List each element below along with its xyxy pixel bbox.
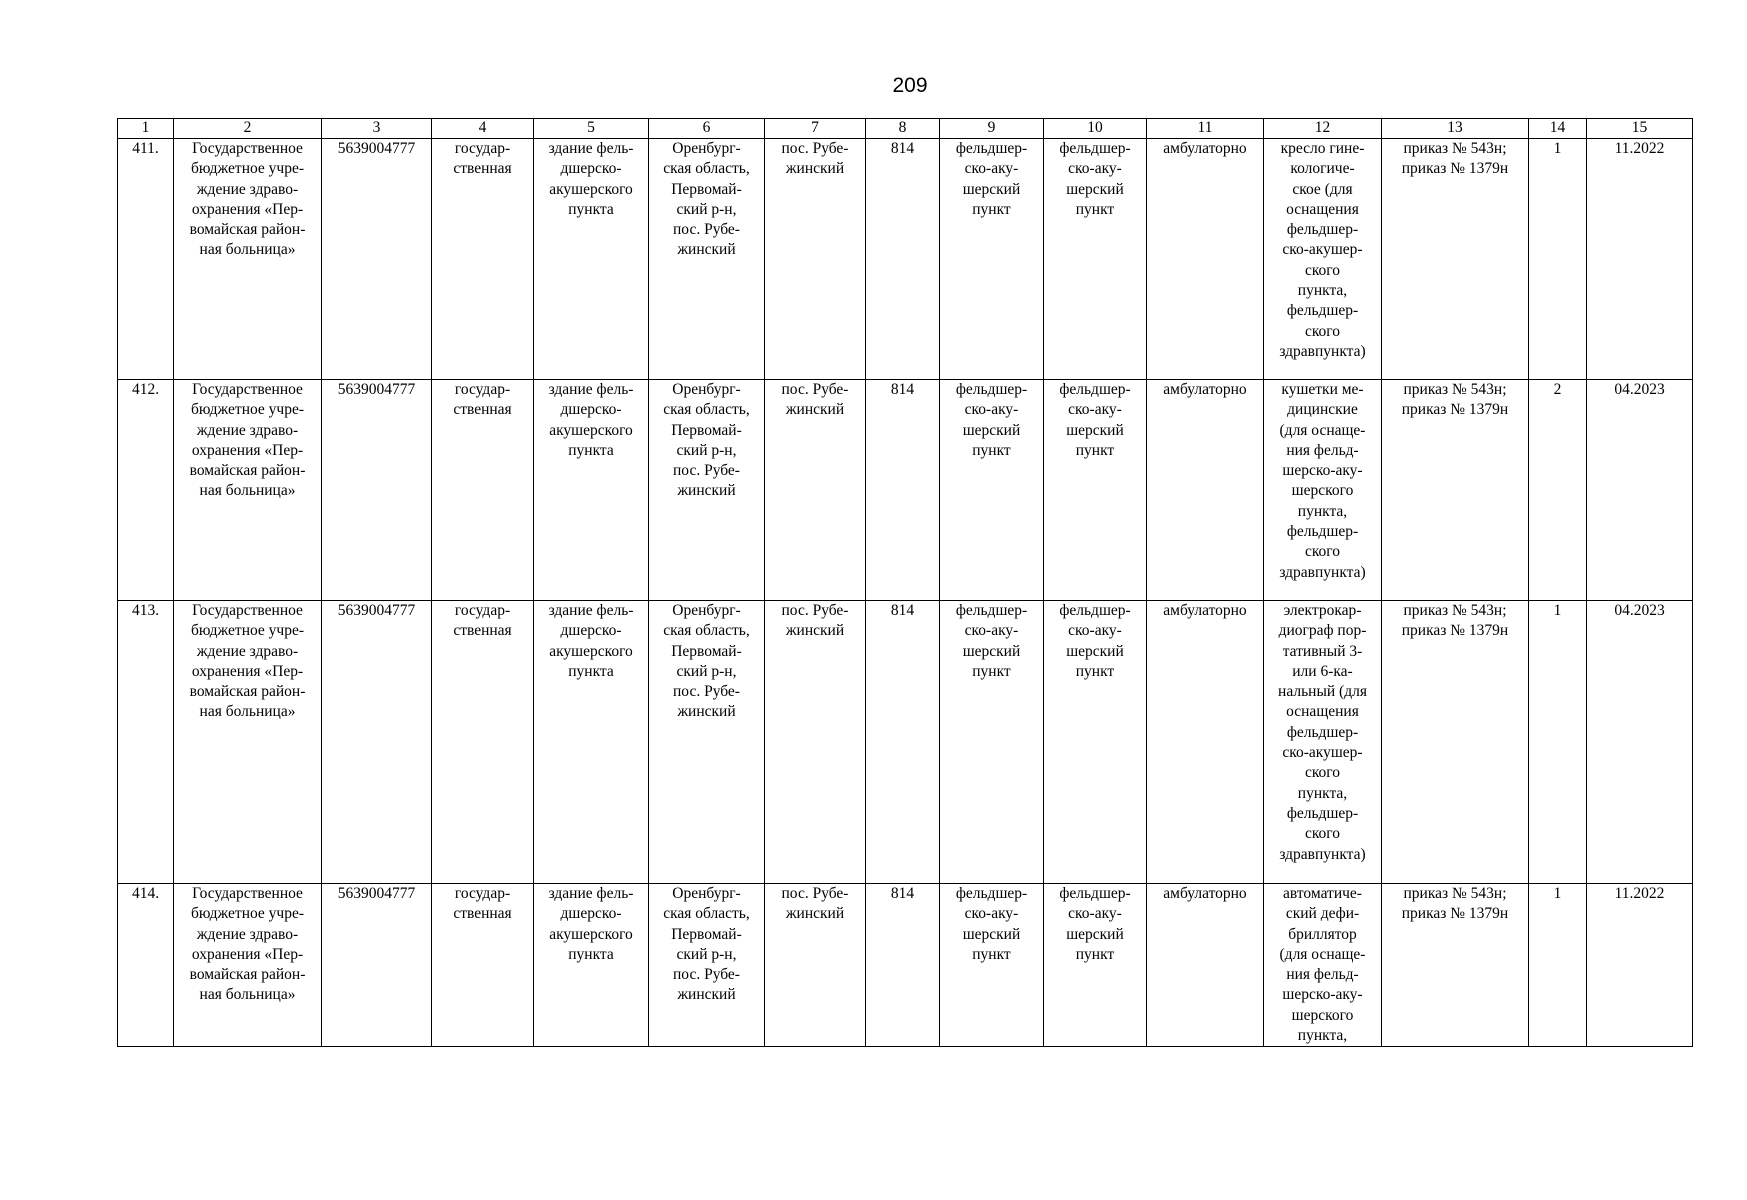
cell-line: приказ № 1379н: [1401, 160, 1509, 178]
cell-line: ственная: [453, 160, 512, 178]
cell-line: жинский: [785, 160, 845, 178]
ownership-cell: [432, 139, 534, 380]
cell-line: жинский: [785, 622, 845, 640]
cell-line: фельдшер-: [955, 885, 1028, 902]
cell-line: ский р-н,: [676, 662, 737, 680]
cell-line: жинский: [677, 986, 736, 1004]
cell-line: бюджетное учре-: [190, 905, 305, 923]
building-cell: [534, 601, 649, 884]
facility-type-cell: [940, 601, 1044, 884]
cell-line: пункт: [972, 441, 1011, 459]
cell-line: дшерско-: [560, 622, 622, 640]
cell-line: ская область,: [663, 160, 750, 178]
header-cell: 11: [1147, 119, 1264, 139]
ownership-cell: [432, 380, 534, 601]
quantity-cell: 2: [1529, 380, 1587, 601]
header-cell: 13: [1382, 119, 1529, 139]
cell-line: Первомай-: [671, 421, 742, 439]
building-cell: [534, 884, 649, 1047]
cell-line: пункт: [972, 945, 1011, 963]
date-cell: 11.2022: [1587, 884, 1693, 1047]
cell-line: пункта,: [1297, 502, 1348, 520]
cell-line: шерско-аку-: [1282, 986, 1363, 1004]
cell-line: приказ № 1379н: [1401, 401, 1509, 419]
facility-subtype-cell: [1044, 884, 1147, 1047]
organization-cell: [174, 139, 322, 380]
facility-subtype-cell: [1044, 139, 1147, 380]
cell-line: оснащения: [1286, 703, 1359, 721]
cell-line: ско-аку-: [964, 622, 1019, 640]
cell-line: жинский: [785, 905, 845, 923]
cell-line: Государственное: [192, 140, 303, 157]
cell-line: фельдшер-: [1059, 885, 1131, 902]
cell-line: пункта,: [1297, 784, 1348, 802]
orders-cell: [1382, 884, 1529, 1047]
row-number-cell: 411.: [118, 139, 174, 380]
cell-line: (для оснаще-: [1279, 421, 1366, 439]
cell-line: фельдшер-: [1286, 723, 1359, 741]
cell-line: пункта,: [1297, 1027, 1348, 1045]
cell-line: Государственное: [192, 381, 303, 398]
date-cell: 04.2023: [1587, 380, 1693, 601]
cell-line: пос. Рубе-: [673, 966, 740, 984]
locality-cell: [765, 884, 866, 1047]
cell-line: ная больница»: [199, 986, 296, 1004]
cell-line: ная больница»: [199, 241, 296, 259]
cell-line: пункта,: [1297, 282, 1348, 300]
cell-line: фельдшер-: [1286, 302, 1359, 320]
code-cell: 814: [866, 884, 940, 1047]
cell-line: приказ № 543н;: [1403, 602, 1507, 619]
cell-line: ско-аку-: [964, 160, 1019, 178]
cell-line: ского: [1304, 261, 1341, 279]
cell-line: вомайская район-: [189, 683, 306, 701]
header-cell: 10: [1044, 119, 1147, 139]
cell-line: фельдшер-: [955, 140, 1028, 157]
cell-line: акушерского: [549, 925, 633, 943]
cell-line: пункт: [1075, 441, 1115, 459]
cell-line: ная больница»: [199, 703, 296, 721]
locality-cell: [765, 601, 866, 884]
cell-line: здание фель-: [548, 602, 634, 619]
cell-line: кологиче-: [1290, 160, 1355, 178]
table-row: [118, 139, 1693, 380]
care-form-cell: амбулаторно: [1147, 601, 1264, 884]
cell-line: ско-аку-: [964, 401, 1019, 419]
cell-line: жинский: [785, 401, 845, 419]
date-cell: 11.2022: [1587, 139, 1693, 380]
header-cell: 8: [866, 119, 940, 139]
cell-line: дшерско-: [560, 401, 622, 419]
cell-line: пункт: [972, 662, 1011, 680]
cell-line: фельдшер-: [955, 381, 1028, 398]
cell-line: пункт: [972, 200, 1011, 218]
cell-line: ская область,: [663, 401, 750, 419]
registry-table: [117, 118, 1693, 1047]
cell-line: (для оснаще-: [1279, 945, 1366, 963]
row-number-cell: 414.: [118, 884, 174, 1047]
cell-line: ственная: [453, 401, 512, 419]
cell-line: ский р-н,: [676, 441, 737, 459]
row-number-cell: 412.: [118, 380, 174, 601]
cell-line: пункта: [568, 945, 614, 963]
cell-line: Первомай-: [671, 180, 742, 198]
organization-cell: [174, 884, 322, 1047]
cell-line: шерский: [1066, 925, 1124, 943]
facility-type-cell: [940, 139, 1044, 380]
care-form-cell: амбулаторно: [1147, 139, 1264, 380]
locality-cell: [765, 380, 866, 601]
cell-line: жинский: [677, 703, 736, 721]
page-number: 209: [892, 74, 928, 97]
cell-line: шерский: [962, 180, 1021, 198]
building-cell: [534, 380, 649, 601]
address-cell: [649, 884, 765, 1047]
header-cell: 4: [432, 119, 534, 139]
table-row: [118, 601, 1693, 884]
cell-line: охранения «Пер-: [191, 945, 304, 963]
care-form-cell: амбулаторно: [1147, 884, 1264, 1047]
cell-line: пункта: [568, 200, 614, 218]
cell-line: пункта: [568, 662, 614, 680]
cell-line: жинский: [677, 241, 736, 259]
cell-line: ского: [1304, 825, 1341, 843]
cell-line: Оренбург-: [672, 885, 741, 902]
cell-line: Оренбург-: [672, 140, 741, 157]
cell-line: пункта: [568, 441, 614, 459]
cell-line: фельдшер-: [1286, 523, 1359, 541]
ownership-cell: [432, 884, 534, 1047]
inn-cell: 5639004777: [322, 139, 432, 380]
equipment-cell: [1264, 139, 1382, 380]
cell-line: автоматиче-: [1283, 885, 1362, 902]
table-row: [118, 884, 1693, 1047]
cell-line: шерского: [1291, 1006, 1354, 1024]
equipment-cell: [1264, 380, 1382, 601]
cell-line: ский р-н,: [676, 200, 737, 218]
cell-line: пос. Рубе-: [781, 140, 849, 157]
cell-line: приказ № 543н;: [1403, 885, 1507, 902]
inn-cell: 5639004777: [322, 601, 432, 884]
cell-line: вомайская район-: [189, 221, 306, 239]
header-cell: 14: [1529, 119, 1587, 139]
cell-line: ского: [1304, 764, 1341, 782]
building-cell: [534, 139, 649, 380]
cell-line: здание фель-: [548, 381, 634, 398]
cell-line: государ-: [454, 140, 511, 157]
cell-line: вомайская район-: [189, 462, 306, 480]
cell-line: ского: [1304, 543, 1341, 561]
cell-line: ская область,: [663, 622, 750, 640]
cell-line: ственная: [453, 905, 512, 923]
ownership-cell: [432, 601, 534, 884]
header-cell: 3: [322, 119, 432, 139]
cell-line: электрокар-: [1283, 602, 1362, 619]
cell-line: ско-аку-: [964, 905, 1019, 923]
cell-line: Государственное: [192, 602, 303, 619]
address-cell: [649, 139, 765, 380]
date-cell: 04.2023: [1587, 601, 1693, 884]
cell-line: Первомай-: [671, 642, 742, 660]
cell-line: приказ № 1379н: [1401, 905, 1509, 923]
cell-line: вомайская район-: [189, 966, 306, 984]
header-cell: 6: [649, 119, 765, 139]
cell-line: приказ № 543н;: [1403, 381, 1507, 398]
cell-line: нальный (для: [1278, 683, 1367, 701]
cell-line: фельдшер-: [1286, 804, 1359, 822]
row-number-cell: 413.: [118, 601, 174, 884]
orders-cell: [1382, 601, 1529, 884]
cell-line: здание фель-: [548, 140, 634, 157]
cell-line: пос. Рубе-: [673, 221, 740, 239]
cell-line: ственная: [453, 622, 512, 640]
cell-line: тативный 3-: [1282, 642, 1363, 660]
header-cell: 7: [765, 119, 866, 139]
cell-line: пос. Рубе-: [673, 683, 740, 701]
cell-line: акушерского: [549, 421, 633, 439]
cell-line: ждение здраво-: [196, 925, 299, 943]
cell-line: ния фельд-: [1286, 966, 1359, 984]
header-cell: 5: [534, 119, 649, 139]
cell-line: пос. Рубе-: [673, 462, 740, 480]
cell-line: государ-: [454, 602, 511, 619]
organization-cell: [174, 380, 322, 601]
address-cell: [649, 601, 765, 884]
inn-cell: 5639004777: [322, 380, 432, 601]
header-cell: 1: [118, 119, 174, 139]
quantity-cell: 1: [1529, 884, 1587, 1047]
facility-subtype-cell: [1044, 601, 1147, 884]
cell-line: пункт: [1075, 662, 1115, 680]
facility-subtype-cell: [1044, 380, 1147, 601]
cell-line: пос. Рубе-: [781, 602, 849, 619]
equipment-cell: [1264, 601, 1382, 884]
cell-line: шерский: [1066, 642, 1124, 660]
cell-line: охранения «Пер-: [191, 200, 304, 218]
cell-line: кресло гине-: [1280, 140, 1365, 157]
cell-line: акушерского: [549, 642, 633, 660]
cell-line: пункт: [1075, 945, 1115, 963]
cell-line: приказ № 543н;: [1403, 140, 1507, 157]
cell-line: фельдшер-: [1059, 602, 1131, 619]
cell-line: государ-: [454, 885, 511, 902]
cell-line: шерский: [962, 642, 1021, 660]
cell-line: ская область,: [663, 905, 750, 923]
cell-line: шерский: [1066, 421, 1124, 439]
orders-cell: [1382, 380, 1529, 601]
cell-line: государ-: [454, 381, 511, 398]
locality-cell: [765, 139, 866, 380]
cell-line: акушерского: [549, 180, 633, 198]
orders-cell: [1382, 139, 1529, 380]
cell-line: ная больница»: [199, 482, 296, 500]
cell-line: приказ № 1379н: [1401, 622, 1509, 640]
cell-line: ский р-н,: [676, 945, 737, 963]
header-cell: 12: [1264, 119, 1382, 139]
care-form-cell: амбулаторно: [1147, 380, 1264, 601]
cell-line: пос. Рубе-: [781, 381, 849, 398]
cell-line: ско-аку-: [1068, 905, 1122, 923]
cell-line: ский дефи-: [1285, 905, 1360, 923]
facility-type-cell: [940, 380, 1044, 601]
cell-line: Государственное: [192, 885, 303, 902]
cell-line: Первомай-: [671, 925, 742, 943]
cell-line: пункт: [1075, 200, 1115, 218]
code-cell: 814: [866, 380, 940, 601]
inn-cell: 5639004777: [322, 884, 432, 1047]
cell-line: шерского: [1291, 482, 1354, 500]
cell-line: ско-акушер-: [1282, 241, 1363, 259]
cell-line: шерский: [962, 925, 1021, 943]
cell-line: шерский: [1066, 180, 1124, 198]
cell-line: охранения «Пер-: [191, 662, 304, 680]
cell-line: бюджетное учре-: [190, 622, 305, 640]
cell-line: дшерско-: [560, 905, 622, 923]
cell-line: здравпункта): [1279, 563, 1366, 581]
cell-line: бриллятор: [1288, 925, 1357, 943]
table-row: [118, 380, 1693, 601]
code-cell: 814: [866, 601, 940, 884]
cell-line: фельдшер-: [1286, 221, 1359, 239]
cell-line: ждение здраво-: [196, 642, 299, 660]
cell-line: бюджетное учре-: [190, 401, 305, 419]
organization-cell: [174, 601, 322, 884]
header-cell: 2: [174, 119, 322, 139]
cell-line: бюджетное учре-: [190, 160, 305, 178]
cell-line: кушетки ме-: [1281, 381, 1364, 398]
table-body: [118, 139, 1693, 1047]
cell-line: или 6-ка-: [1292, 662, 1353, 680]
header-row: [118, 119, 1693, 139]
cell-line: фельдшер-: [1059, 381, 1131, 398]
cell-line: ско-акушер-: [1282, 744, 1363, 762]
address-cell: [649, 380, 765, 601]
cell-line: пос. Рубе-: [781, 885, 849, 902]
quantity-cell: 1: [1529, 601, 1587, 884]
cell-line: ждение здраво-: [196, 421, 299, 439]
header-cell: 15: [1587, 119, 1693, 139]
cell-line: здравпункта): [1279, 845, 1366, 863]
cell-line: ско-аку-: [1068, 160, 1122, 178]
facility-type-cell: [940, 884, 1044, 1047]
cell-line: Оренбург-: [672, 602, 741, 619]
cell-line: Оренбург-: [672, 381, 741, 398]
cell-line: ждение здраво-: [196, 180, 299, 198]
cell-line: охранения «Пер-: [191, 441, 304, 459]
cell-line: здание фель-: [548, 885, 634, 902]
cell-line: здравпункта): [1279, 342, 1366, 360]
cell-line: дицинские: [1287, 401, 1358, 419]
cell-line: ское (для: [1292, 180, 1353, 198]
cell-line: ско-аку-: [1068, 622, 1122, 640]
cell-line: ского: [1304, 322, 1341, 340]
cell-line: фельдшер-: [955, 602, 1028, 619]
cell-line: фельдшер-: [1059, 140, 1131, 157]
equipment-cell: [1264, 884, 1382, 1047]
quantity-cell: 1: [1529, 139, 1587, 380]
cell-line: шерский: [962, 421, 1021, 439]
header-cell: 9: [940, 119, 1044, 139]
code-cell: 814: [866, 139, 940, 380]
cell-line: дшерско-: [560, 160, 622, 178]
cell-line: шерско-аку-: [1282, 462, 1363, 480]
cell-line: жинский: [677, 482, 736, 500]
cell-line: ско-аку-: [1068, 401, 1122, 419]
cell-line: ния фельд-: [1286, 441, 1359, 459]
cell-line: диограф пор-: [1278, 622, 1367, 640]
cell-line: оснащения: [1286, 200, 1359, 218]
